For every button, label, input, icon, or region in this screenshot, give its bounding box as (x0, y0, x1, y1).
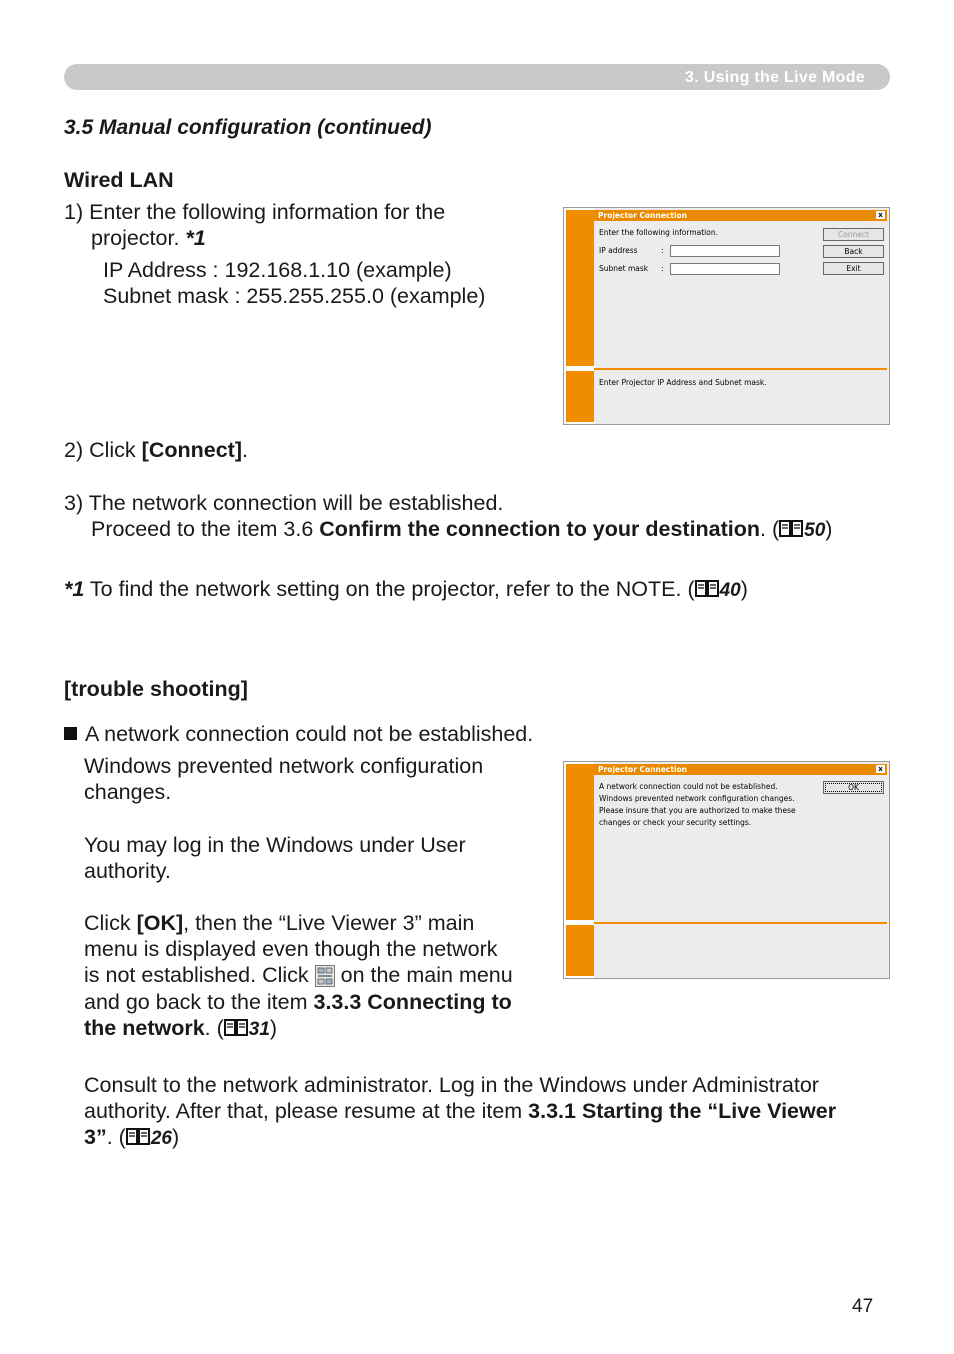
dialog-separator (594, 922, 887, 924)
chapter-header-bar (64, 64, 890, 90)
page-ref-50[interactable]: 50 (804, 520, 826, 541)
side-panel-top (566, 210, 594, 366)
step3-prefix: Proceed to the item 3.6 (91, 517, 320, 541)
p4-paren-close: ) (171, 1125, 180, 1149)
page-ref-26[interactable]: 26 (150, 1128, 172, 1149)
dialog-title: Projector Connection (598, 765, 688, 774)
exit-button[interactable]: Exit (823, 262, 884, 275)
trouble-bullet (64, 721, 533, 747)
step1-line1: 1) Enter the following information for the (64, 200, 446, 224)
step2-suffix: . (241, 438, 248, 462)
step3-bold-ref: Confirm the connection to your destination (319, 517, 761, 541)
error-line-3: Please insure that you are authorized to make these (599, 806, 796, 815)
step3-paren-close: ) (825, 517, 833, 541)
p3-l1-suffix: , then the “Live Viewer 3” main (183, 911, 475, 935)
subnet-mask-input[interactable] (670, 263, 780, 275)
p3-l5-bold: the network (84, 1016, 205, 1040)
p1-line2: changes. (84, 780, 172, 804)
p4-l2-bold: 3.3.1 Starting the “Live Viewer (528, 1099, 837, 1123)
connect-button[interactable]: Connect (823, 228, 884, 241)
p1-line1: Windows prevented network configuration (84, 754, 484, 778)
step3-line1: 3) The network connection will be established. (64, 491, 504, 515)
p4-l2-prefix: authority. After that, please resume at the item (84, 1099, 529, 1123)
p3-paren-open: . ( (204, 1016, 224, 1040)
error-line-1: A network connection could not be established. (599, 782, 778, 791)
ip-address-input[interactable] (670, 245, 780, 257)
dialog-side-panel (564, 208, 594, 424)
book-icon (695, 580, 719, 598)
dialog-title: Projector Connection (598, 211, 688, 220)
ip-address-label: IP address (599, 246, 638, 255)
ip-colon: : (661, 246, 664, 255)
dialog-title-bar (594, 764, 887, 775)
projector-connection-dialog-screenshot (563, 207, 890, 425)
dialog-separator (594, 368, 887, 370)
p4-line2 (84, 1098, 836, 1124)
ok-button[interactable]: OK (823, 781, 884, 794)
step3-paren-open: . ( (760, 517, 780, 541)
side-panel-bottom (566, 371, 594, 422)
dialog-status-text: Enter Projector IP Address and Subnet mask. (599, 378, 767, 387)
p3-l3-prefix: is not established. Click (84, 963, 315, 987)
step1-line2-text: projector. (91, 226, 180, 250)
side-panel-bottom (566, 925, 594, 976)
subnet-example-line: Subnet mask : 255.255.255.0 (example) (103, 284, 486, 308)
trouble-bullet-text: A network connection could not be established. (85, 722, 534, 746)
step1-line2 (91, 225, 206, 251)
p4-l3-bold: 3” (84, 1125, 107, 1149)
note-mark: *1 (185, 226, 206, 250)
p3-l1-prefix: Click (84, 911, 137, 935)
p3-paren-close: ) (269, 1016, 278, 1040)
dialog-side-panel (564, 762, 594, 978)
p3-line1 (84, 910, 474, 936)
trouble-shooting-heading: [trouble shooting] (64, 677, 248, 701)
close-icon[interactable]: x (876, 211, 885, 219)
footnote-1 (64, 576, 748, 604)
book-icon (224, 1019, 248, 1037)
dialog-instruction: Enter the following information. (599, 228, 718, 237)
chapter-header-text: 3. Using the Live Mode (685, 69, 865, 86)
error-line-2: Windows prevented network configuration changes. (599, 794, 795, 803)
page-number: 47 (852, 1296, 874, 1317)
side-panel-top (566, 764, 594, 920)
square-bullet-icon (64, 727, 77, 740)
p2-line1: You may log in the Windows under User (84, 833, 466, 857)
p2-line2: authority. (84, 859, 171, 883)
p3-line3 (84, 962, 513, 988)
p3-line2: menu is displayed even though the network (84, 937, 498, 961)
footnote-mark: *1 (64, 577, 85, 601)
live-viewer-main-menu-icon (315, 965, 335, 987)
p3-l4-bold: 3.3.3 Connecting to (313, 990, 512, 1014)
step2-connect-ref: [Connect] (141, 438, 242, 462)
p3-line5 (84, 1015, 277, 1043)
book-icon (779, 520, 803, 538)
dialog-title-bar (594, 210, 887, 221)
subnet-mask-label: Subnet mask (599, 264, 649, 273)
p3-l4-prefix: and go back to the item (84, 990, 314, 1014)
connection-error-dialog-screenshot (563, 761, 890, 979)
step2-line (64, 437, 248, 463)
page-ref-40[interactable]: 40 (719, 580, 741, 601)
wired-lan-heading: Wired LAN (64, 168, 174, 192)
footnote-paren-close: ) (740, 577, 748, 601)
step2-prefix: 2) Click (64, 438, 142, 462)
page-ref-31[interactable]: 31 (248, 1019, 270, 1040)
p4-paren-open: . ( (106, 1125, 126, 1149)
subnet-colon: : (661, 264, 664, 273)
back-button[interactable]: Back (823, 245, 884, 258)
error-line-4: changes or check your security settings. (599, 818, 752, 827)
section-title: 3.5 Manual configuration (continued) (64, 116, 432, 139)
p3-line4 (84, 989, 512, 1015)
step3-line2 (91, 516, 832, 544)
close-icon[interactable]: x (876, 765, 885, 773)
p4-line3 (84, 1124, 179, 1152)
p3-ok-ref: [OK] (136, 911, 184, 935)
ip-example-line: IP Address : 192.168.1.10 (example) (103, 258, 452, 282)
p3-l3-suffix: on the main menu (334, 963, 513, 987)
footnote-text: To find the network setting on the projector, refer to the NOTE. ( (84, 577, 695, 601)
book-icon (126, 1128, 150, 1146)
p4-line1: Consult to the network administrator. Log in the Windows under Administrator (84, 1073, 819, 1097)
